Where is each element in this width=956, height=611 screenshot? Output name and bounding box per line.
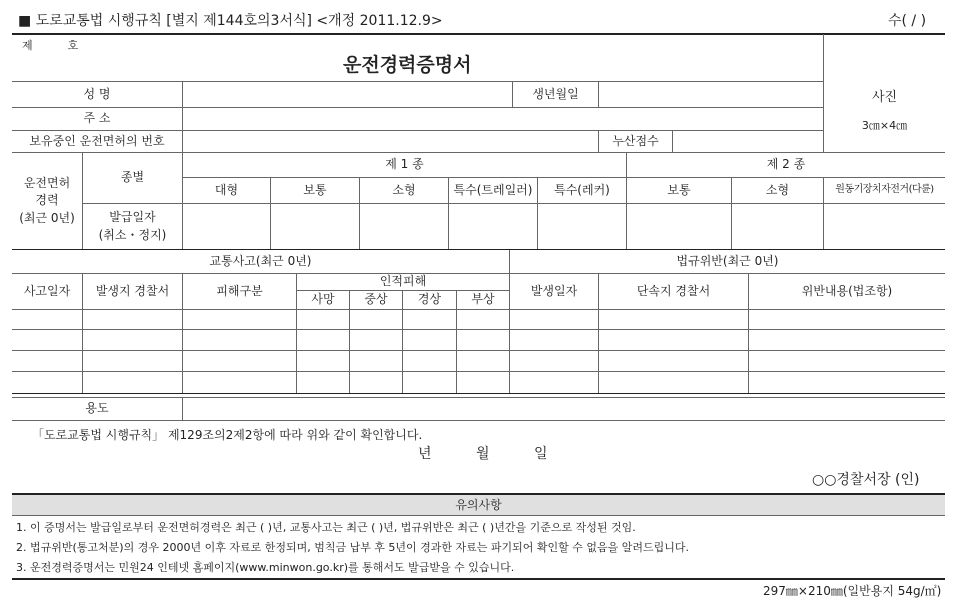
damage-type-header: 피해구분 [216, 283, 263, 298]
injury-minor-header: 경상 [417, 292, 442, 307]
note-item: 2. 법규위반(통고처분)의 경우 2000년 이후 자료로 한정되며, 범칙금 납부 후 5년이 경과한 자료는 파기되어 확인할 수 없음을 알려드립니다. [16, 541, 690, 554]
row-line [12, 371, 945, 372]
name-label: 성 명 [83, 86, 111, 101]
injury-hurt-header: 부상 [471, 292, 495, 307]
confirmation-statement: 「도로교통법 시행규칙」 제129조의2제2항에 따라 위와 같이 확인합니다. [32, 428, 423, 442]
accident-station-header: 발생지 경찰서 [95, 283, 170, 298]
row-line [12, 329, 945, 330]
license-history-label: 운전면허 경력 (최근 0년) [19, 175, 75, 225]
note-item: 1. 이 증명서는 발급일로부터 운전면허경력은 최근 ( )년, 교통사고는 최근 ( )년, 법규위반은 최근 ( )년간을 기준으로 작성된 것임. [16, 521, 636, 534]
birth-label: 생년월일 [532, 86, 579, 101]
purpose-label: 용도 [85, 401, 109, 416]
section-line [12, 249, 945, 250]
injury-serious-header: 중상 [364, 292, 388, 307]
page-title: 운전경력증명서 [343, 54, 472, 76]
class1-type-wrecker: 특수(레커) [554, 182, 610, 197]
license-kind-label: 종별 [120, 170, 145, 185]
class2-type-ordinary: 보통 [667, 182, 691, 197]
class2-type-moped: 원동기장치자전거(다륜) [835, 184, 934, 196]
doc-number-label: 제 호 [22, 39, 79, 52]
violations-title: 법규위반(최근 0년) [676, 254, 779, 269]
note-item: 3. 운전경력증명서는 민원24 인테넷 홈페이지(www.minwon.go.kr)를 통해서도 발급받을 수 있습니다. [16, 561, 515, 574]
injury-death-header: 사망 [311, 292, 335, 307]
date-line: 년 월 일 [418, 446, 548, 462]
violation-date-header: 발생일자 [530, 283, 578, 298]
copy-mark: 수( / ) [888, 13, 927, 29]
row-line [12, 309, 945, 310]
issue-date-label: 발급일자 (취소・정지) [98, 210, 167, 242]
injury-header: 인적피해 [379, 274, 427, 289]
violation-station-header: 단속지 경찰서 [636, 283, 711, 298]
class1-label: 제 1 종 [385, 157, 424, 172]
row-line [12, 515, 945, 516]
class1-type-ordinary: 보통 [303, 182, 327, 197]
top-border [12, 33, 945, 35]
class1-type-small: 소형 [392, 182, 416, 197]
photo-size: 3㎝×4㎝ [861, 119, 908, 133]
violation-content-header: 위반내용(법조항) [801, 283, 893, 298]
points-label: 누산점수 [612, 133, 659, 148]
notes-title: 유의사항 [455, 497, 502, 512]
row-line [82, 203, 945, 204]
row-line [12, 350, 945, 351]
form-reference: ■ 도로교통법 시행규칙 [별지 제144호의3서식] <개정 2011.12.9> [18, 13, 443, 29]
address-label: 주 소 [83, 111, 111, 126]
points-field[interactable] [673, 131, 823, 152]
name-field[interactable] [183, 82, 512, 107]
class2-type-small: 소형 [765, 182, 790, 197]
issuer-signature: ○○경찰서장 (인) [812, 472, 920, 488]
photo-label: 사진 [871, 89, 898, 105]
license-number-field[interactable] [183, 131, 598, 152]
license-number-label: 보유중인 운전면허의 번호 [29, 133, 165, 148]
section-line [12, 393, 945, 394]
accidents-title: 교통사고(최근 0년) [209, 254, 312, 269]
class1-type-large: 대형 [214, 182, 239, 197]
bottom-border [12, 578, 945, 580]
birth-field[interactable] [599, 82, 823, 107]
purpose-field[interactable] [183, 398, 945, 420]
address-field[interactable] [183, 108, 823, 130]
row-line [12, 420, 945, 421]
accident-date-header: 사고일자 [23, 283, 71, 298]
class2-label: 제 2 종 [766, 157, 806, 172]
paper-spec: 297㎜×210㎜(일반용지 54g/㎡) [763, 584, 942, 598]
class1-type-trailer: 특수(트레일러) [453, 182, 533, 197]
